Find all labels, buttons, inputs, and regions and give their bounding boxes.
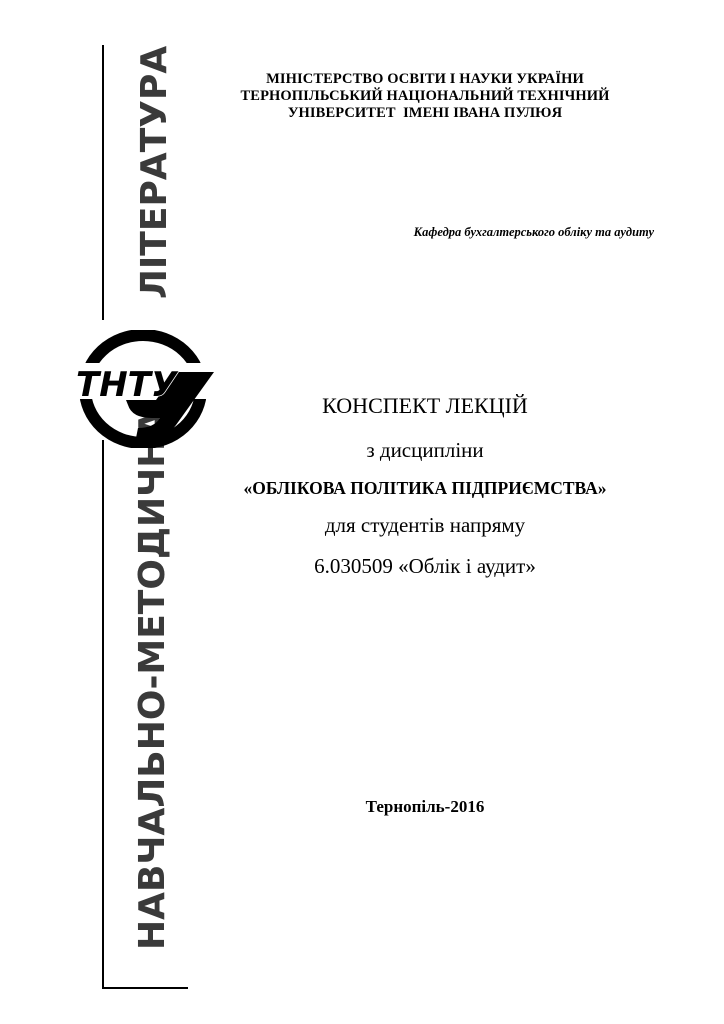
title-students-label: для студентів напряму (324, 513, 526, 537)
department-name: Кафедра бухгалтерського обліку та аудиту (413, 225, 654, 239)
logo-text: ТНТУ (76, 365, 178, 405)
ministry-line: МІНІСТЕРСТВО ОСВІТИ І НАУКИ УКРАЇНИ (266, 71, 584, 87)
title-specialty: 6.030509 «Облік і аудит» (314, 554, 536, 578)
frame-bottom-rule (102, 987, 188, 989)
side-banner-lower: НАВЧАЛЬНО-МЕТОДИЧНА (132, 409, 173, 950)
frame-bottom-line (102, 440, 104, 988)
university-line-2: УНІВЕРСИТЕТ ІМЕНІ ІВАНА ПУЛЮЯ (287, 105, 563, 121)
title-lecture-notes: КОНСПЕКТ ЛЕКЦІЙ (322, 393, 528, 418)
tntu-logo-icon (68, 330, 218, 448)
frame-top-line (102, 45, 104, 320)
title-discipline-name: «ОБЛІКОВА ПОЛІТИКА ПІДПРИЄМСТВА» (243, 478, 607, 498)
title-discipline-label: з дисципліни (366, 438, 484, 462)
university-line-1: ТЕРНОПІЛЬСЬКИЙ НАЦІОНАЛЬНИЙ ТЕХНІЧНИЙ (240, 88, 610, 104)
city-year: Тернопіль-2016 (365, 797, 485, 816)
side-banner-upper: ЛІТЕРАТУРА (134, 45, 175, 299)
